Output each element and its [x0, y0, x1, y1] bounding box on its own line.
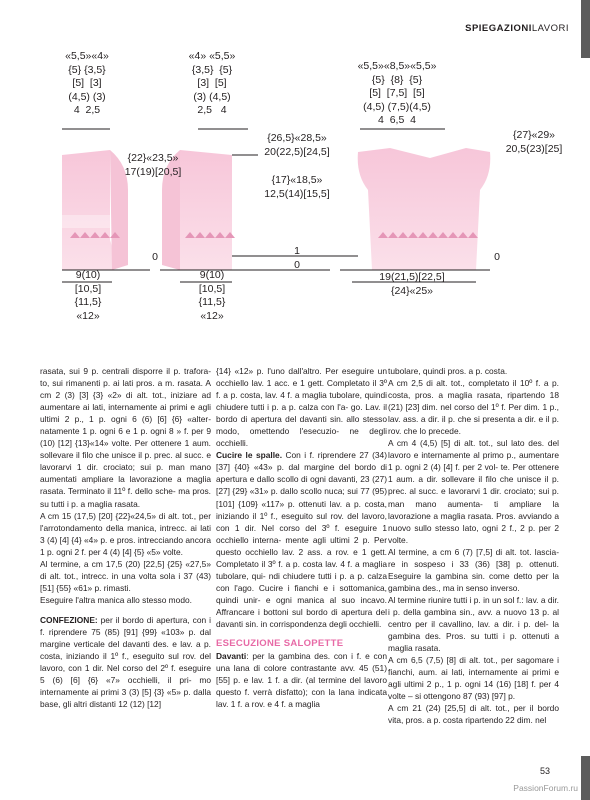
paragraph: [40, 558, 211, 594]
one-mark: 1: [294, 245, 300, 257]
front-upper-side-measure: {26,5}«28,5» 20(22,5)[24,5]: [264, 132, 330, 158]
back-left-bottom-measure: 9(10) [10,5] {11,5} «12»: [74, 269, 102, 322]
paragraph: [388, 654, 559, 702]
page-number: 53: [539, 766, 550, 776]
paragraph: [40, 614, 211, 710]
paragraph: [388, 546, 559, 594]
back-left-side-measure: {22}«23,5» 17(19)[20,5]: [124, 152, 182, 178]
paragraph-text: Al termine riunire tutti i p. in un sol f.: lav. a dir. i p. della gambina sin., avv. a nuovo 13 p. al centro per il cavallino, lav. a dir. i p. del- la gambina des. Pros. su tutti i p. ottenuti a maglia rasata.: [388, 594, 559, 654]
paragraph-text: A cm 6,5 (7,5) [8] di alt. tot., per sagomare i fianchi, aum. ai lati, internamente ai primi e agli ultimi 2 p., 1 p. ogni 14 (16) [18] f. per 4 volte – si ottengono 87 (93) [97] p.: [388, 655, 559, 702]
paragraph: [216, 365, 387, 449]
front-piece: [358, 148, 491, 270]
paragraph-lead: CONFEZIONE:: [40, 614, 98, 625]
paragraph-gap: [40, 606, 211, 614]
header-bold: SPIEGAZIONI: [465, 23, 532, 34]
section-header: [465, 23, 569, 34]
section-title: ESECUZIONE SALOPETTE: [216, 638, 344, 650]
footer-bar: [581, 756, 590, 800]
paragraph-text: A cm 2,5 di alt. tot., completato il 10º f. a p. costa, pros. a maglia rasata, ripartendo 18 (21) [23] dim. nel corso del 1º f. Per dim. 1 p., lav. ass. a dir. il p. che si presenta a dir. e il p. rov. che lo precede.: [388, 378, 559, 437]
back-right-top-measure: «4» «5,5» {3,5} {5} [3] [5] (3) (4,5) 2,5 4: [188, 50, 236, 116]
front-bottom-measure: 19(21,5)[22,5] {24}«25»: [379, 271, 445, 297]
paragraph: [388, 594, 559, 654]
paragraph-lead: Davanti: [216, 651, 247, 662]
paragraph-text: Con i f. riprendere 27 (34) [37] {40} «43» p. dal margine del bordo di apertura e dallo scollo di ogni davanti, 23 (27) [27] {29} «31» p. dallo scollo nuca; sui 77 (95) [101] {109} «117» p. ottenuti lav. a p. costa, iniziando il 1º f., eseguito sul rov. del lavoro, con 1 dir. Nel corso del 3º f. eseguire 1 occhiello interna- mente agli ultimi 2 p. Per questo occhiello lav. 2 ass. a rov. e 1 gett. Completato il 3º f. a p. costa lav. 4 f. a maglia tubolare, qui- ndi chiudere tutti i p. a p. calza con l'ago. Cucire i fianchi e i sottomanica, quindi unir- e ogni manica al suo incavo. Affrancare i bottoni sul bordo di apertura del davanti sin. in corrispondenza degli occhielli.: [216, 450, 387, 629]
paragraph-lead: Cucire le spalle.: [216, 450, 283, 461]
zero-mark-center: 0: [294, 259, 300, 271]
back-right-bottom-measure: 9(10) [10,5] {11,5} «12»: [198, 269, 226, 322]
paragraph-text: Eseguire l'altra manica allo stesso modo.: [40, 594, 192, 605]
back-left-top-measure: «5,5»«4» {5} {3,5} [5] [3] (4,5) (3) 4 2,5: [65, 50, 109, 116]
paragraph: [216, 650, 387, 710]
text-column-2: [216, 365, 387, 710]
paragraph-text: : per la gambina des. con i f. e con una lana di colore contrastante avv. 45 (51) [55] p. e lav. 1 f. a dir. (al termine del lavoro questo f. verrà disfatto); con la lana indicata lav. 1 f. a rov. e 4 f. a maglia: [216, 651, 387, 710]
footer-watermark: PassionForum.ru: [513, 783, 578, 793]
paragraph-text: Al termine, a cm 6 (7) [7,5] di alt. tot. lascia- re in sospeso i 33 (36) [38] p. ottenuti. Eseguire la gambina sin. come detto per la gambina des., ma in senso inverso.: [388, 546, 559, 593]
zero-mark-front: 0: [494, 251, 500, 263]
paragraph-text: Al termine, a cm 17,5 (20) [22,5] {25} «27,5» di alt. tot., intrecc. in una volta sola i 37 (43) [51] {55} «61» p. rimasti.: [40, 558, 211, 593]
schematic-diagram: [0, 40, 590, 340]
paragraph: [40, 594, 211, 606]
paragraph: [216, 449, 387, 630]
paragraph-text: A cm 21 (24) [25,5] di alt. tot., per il bordo vita, pros. a p. costa ripartendo 22 dim. nel: [388, 703, 559, 726]
paragraph-gap: [216, 630, 387, 638]
text-column-1: [40, 365, 211, 710]
paragraph: [40, 365, 211, 510]
paragraph: [388, 437, 559, 545]
header-light: LAVORI: [531, 23, 569, 34]
zero-mark-back: 0: [152, 251, 158, 263]
paragraph-text: A cm 4 (4,5) [5] di alt. tot., sul lato des. del lavoro e internamente al primo p., aumentare 1 p. ogni 2 (4) [4] f. per 2 vol- te. Per ottenere 1 aum. a dir. sollevare il filo che unisce il p. prec. al succ. e lavorarvi 1 dir. crociato; sui p. man mano aumenta- ti ampliare la lavorazione a maglia rasata. Pros. avviando a nuovo sullo stesso lato, ogni 2 f., 2 p. per 2 volte.: [388, 438, 559, 545]
paragraph-text: {14} «12» p. l'uno dall'altro. Per eseguire un occhiello lav. 1 acc. e 1 gett. Completato il 3º f. a p. costa, lav. 4 f. a maglia tubolare, quindi chiudere tutti i p. a p. calza con l'a- go. Lav. il bordo di apertura del davanti sin. allo stesso modo, omettendo l'esecuzio- ne degli occhielli.: [216, 366, 387, 449]
paragraph-text: A cm 15 (17,5) [20] {22}«24,5» di alt. tot., per l'arrotondamento della manica, intrecc. ai lati 3 (4) [4] {4} «4» p. e pros. intrecciando ancora 1 p. ogni 2 f. per 4 (4) [4] {5} «5» volte.: [40, 510, 211, 557]
front-mid-side-measure: {17}«18,5» 12,5(14)[15,5]: [264, 174, 330, 200]
paragraph: [388, 377, 559, 437]
paragraph: [40, 510, 211, 558]
paragraph-text: tubolare, quindi pros. a p. costa.: [388, 366, 508, 376]
paragraph-text: per il bordo di apertura, con i f. riprendere 75 (85) [91] {99} «103» p. dal margine verticale del davanti des. e lav. a p. costa, iniziando il 1º f., eseguito sul rov. del lavoro, con 1 dir. Nel corso del 2º f. eseguire 5 (6) [6] {6} «7» occhielli, il pri- mo internamente ai primi 3 (3) [5] {3} «5» p. dalla base, gli altri distanti 12 (12) [12]: [40, 614, 211, 710]
text-column-3: [388, 365, 559, 726]
back-left-piece: [62, 150, 113, 270]
front-top-measure: «5,5»«8,5»«5,5» {5} {8} {5} [5] [7,5] [5] (4,5) (7,5)(4,5) 4 6,5 4: [357, 60, 437, 126]
paragraph-text: rasata, sui 9 p. centrali disporre il p. trafora- to, sui rimanenti p. ai lati pros. a m. rasata. A cm 2 (3) [3] {3} «2» di alt. tot., iniziare ad aumentare ai lati, internamente ai primi e agli ultimi 2 p., 1 p. ogni 6 (6) [6] {6} «alter- natamente 1 p. ogni 6 e 1 p. ogni 8 » f. per 9 (10) [12] {13}«14» volte. Per ottenere 1 aum. sollevare il filo che unisce il p. prec. al succ. e lavorarvi 1 dir. crociato; sui p. man mano aumentati ampliare la lavorazione a maglia rasata. Terminato il 11º f. dello sche- ma pros. su tutti i p. a maglia rasata.: [40, 366, 211, 509]
paragraph: [388, 365, 559, 377]
back-right-piece: [180, 150, 232, 270]
back-left-ribbing: [62, 215, 112, 228]
front-right-side-measure: {27}«29» 20,5(23)[25]: [505, 129, 563, 155]
paragraph: [388, 702, 559, 726]
